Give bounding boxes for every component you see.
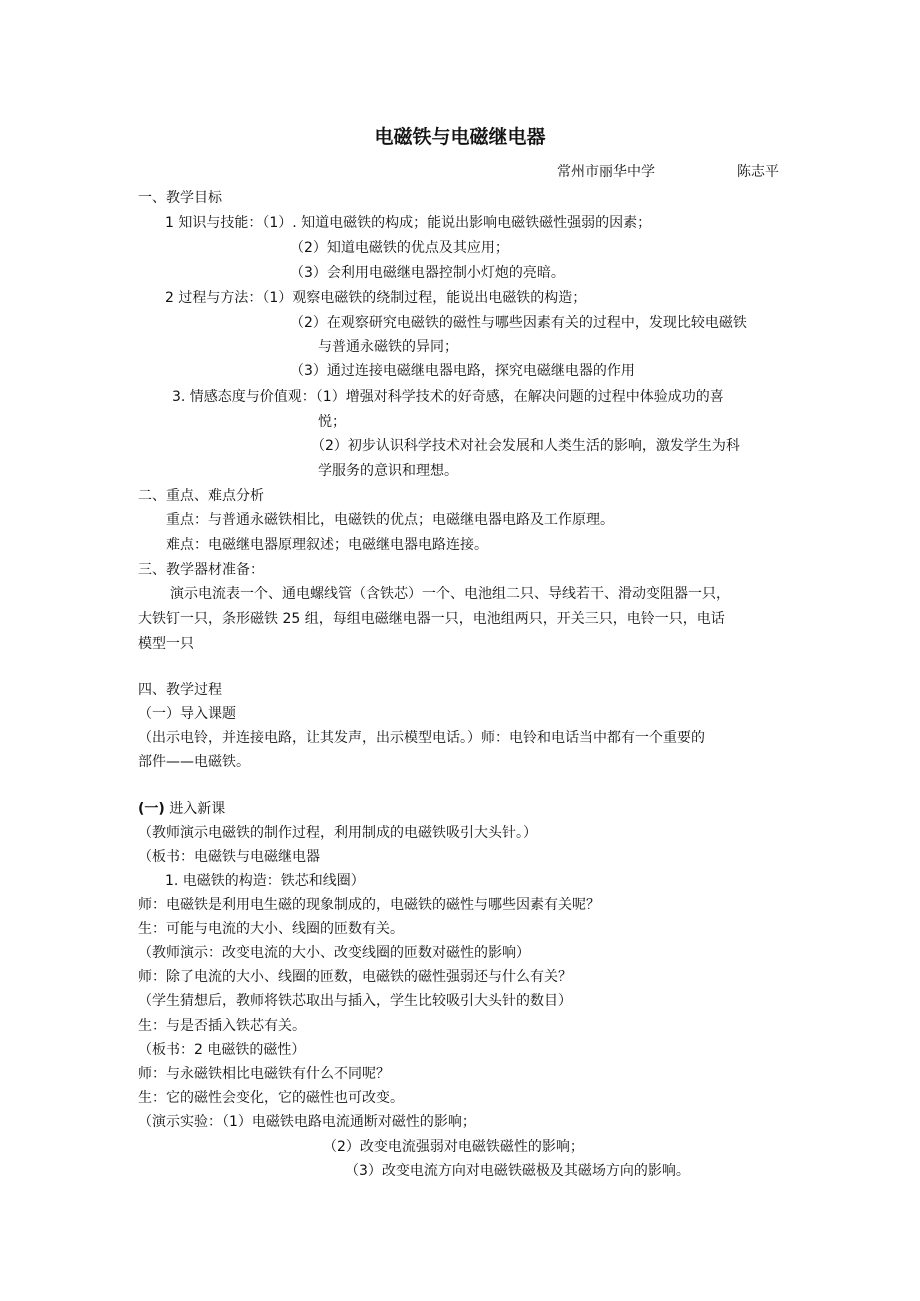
- part-2-line-6: （教师演示：改变电流的大小、改变线圈的匝数对磁性的影响）: [138, 945, 530, 961]
- key-point: 重点：与普通永磁铁相比，电磁铁的优点；电磁继电器电路及工作原理。: [166, 512, 614, 528]
- section-4-heading: 四、教学过程: [138, 682, 222, 698]
- objective-attitude-2: （2）初步认识科学技术对社会发展和人类生活的影响，激发学生为科: [311, 438, 740, 454]
- part-2-heading: [138, 799, 225, 819]
- part-2-line-2: （板书：电磁铁与电磁继电器: [138, 849, 320, 865]
- objective-knowledge-2: （2）知道电磁铁的优点及其应用；: [290, 240, 509, 256]
- objective-attitude-1b: 悦；: [318, 414, 346, 430]
- part-1-line-2: 部件——电磁铁。: [138, 754, 250, 770]
- part-2-line-13: （演示实验：（1）电磁铁电路电流通断对磁性的影响；: [138, 1114, 476, 1130]
- part-2-line-4: 师：电磁铁是利用电生磁的现象制成的，电磁铁的磁性与哪些因素有关呢？: [138, 897, 600, 913]
- difficult-point: 难点：电磁继电器原理叙述；电磁继电器电路连接。: [166, 537, 488, 553]
- part-2-line-14: （2）改变电流强弱对电磁铁磁性的影响；: [323, 1139, 584, 1155]
- objective-process-2: （2）在观察研究电磁铁的磁性与哪些因素有关的过程中，发现比较电磁铁: [290, 315, 747, 331]
- part-2-line-5: 生：可能与电流的大小、线圈的匝数有关。: [138, 921, 404, 937]
- objective-process-2b: 与普通永磁铁的异同；: [318, 339, 458, 355]
- section-2-heading: 二、重点、难点分析: [138, 488, 264, 504]
- part-2-line-3: 1. 电磁铁的构造：铁芯和线圈）: [165, 873, 365, 889]
- part-2-line-1: （教师演示电磁铁的制作过程，利用制成的电磁铁吸引大头针。）: [138, 825, 537, 841]
- part-2-line-10: （板书：2 电磁铁的磁性）: [138, 1042, 306, 1058]
- part-2-line-12: 生：它的磁性会变化，它的磁性也可改变。: [138, 1090, 404, 1106]
- part-2-mark: (一): [138, 801, 165, 817]
- materials-line-2: 大铁钉一只，条形磁铁 25 组，每组电磁继电器一只，电池组两只，开关三只，电铃一只，电话: [138, 611, 725, 627]
- document-title: 电磁铁与电磁继电器: [374, 126, 546, 148]
- objective-process-3: （3）通过连接电磁继电器电路，探究电磁继电器的作用: [290, 363, 635, 379]
- part-1-heading: （一）导入课题: [138, 706, 236, 722]
- section-3-heading: 三、教学器材准备：: [138, 562, 264, 578]
- part-2-line-8: （学生猜想后，教师将铁芯取出与插入，学生比较吸引大头针的数目）: [138, 993, 572, 1009]
- objective-attitude: 3. 情感态度与价值观：（1）增强对科学技术的好奇感，在解决问题的过程中体验成功的喜: [172, 389, 724, 405]
- part-2-line-15: （3）改变电流方向对电磁铁磁极及其磁场方向的影响。: [345, 1163, 690, 1179]
- part-2-line-11: 师：与永磁铁相比电磁铁有什么不同呢？: [138, 1066, 390, 1082]
- objective-knowledge: 1 知识与技能：（1）. 知道电磁铁的构成；能说出影响电磁铁磁性强弱的因素；: [165, 215, 652, 231]
- objective-knowledge-3: （3）会利用电磁继电器控制小灯炮的亮暗。: [290, 265, 565, 281]
- materials-line-3: 模型一只: [138, 636, 194, 652]
- author-school: 常州市丽华中学: [557, 164, 655, 180]
- part-2-line-7: 师：除了电流的大小、线圈的匝数，电磁铁的磁性强弱还与什么有关？: [138, 969, 572, 985]
- objective-attitude-2b: 学服务的意识和理想。: [318, 463, 458, 479]
- section-1-heading: 一、教学目标: [138, 190, 222, 206]
- part-2-line-9: 生：与是否插入铁芯有关。: [138, 1018, 306, 1034]
- objective-process: 2 过程与方法：（1）观察电磁铁的绕制过程，能说出电磁铁的构造；: [165, 290, 587, 306]
- part-1-line-1: （出示电铃，并连接电路，让其发声，出示模型电话。）师：电铃和电话当中都有一个重要的: [138, 730, 705, 746]
- part-2-heading-text: 进入新课: [164, 801, 226, 817]
- materials-line-1: 演示电流表一个、通电螺线管（含铁芯）一个、电池组二只、导线若干、滑动变阻器一只，: [170, 586, 730, 602]
- author-name: 陈志平: [737, 164, 779, 180]
